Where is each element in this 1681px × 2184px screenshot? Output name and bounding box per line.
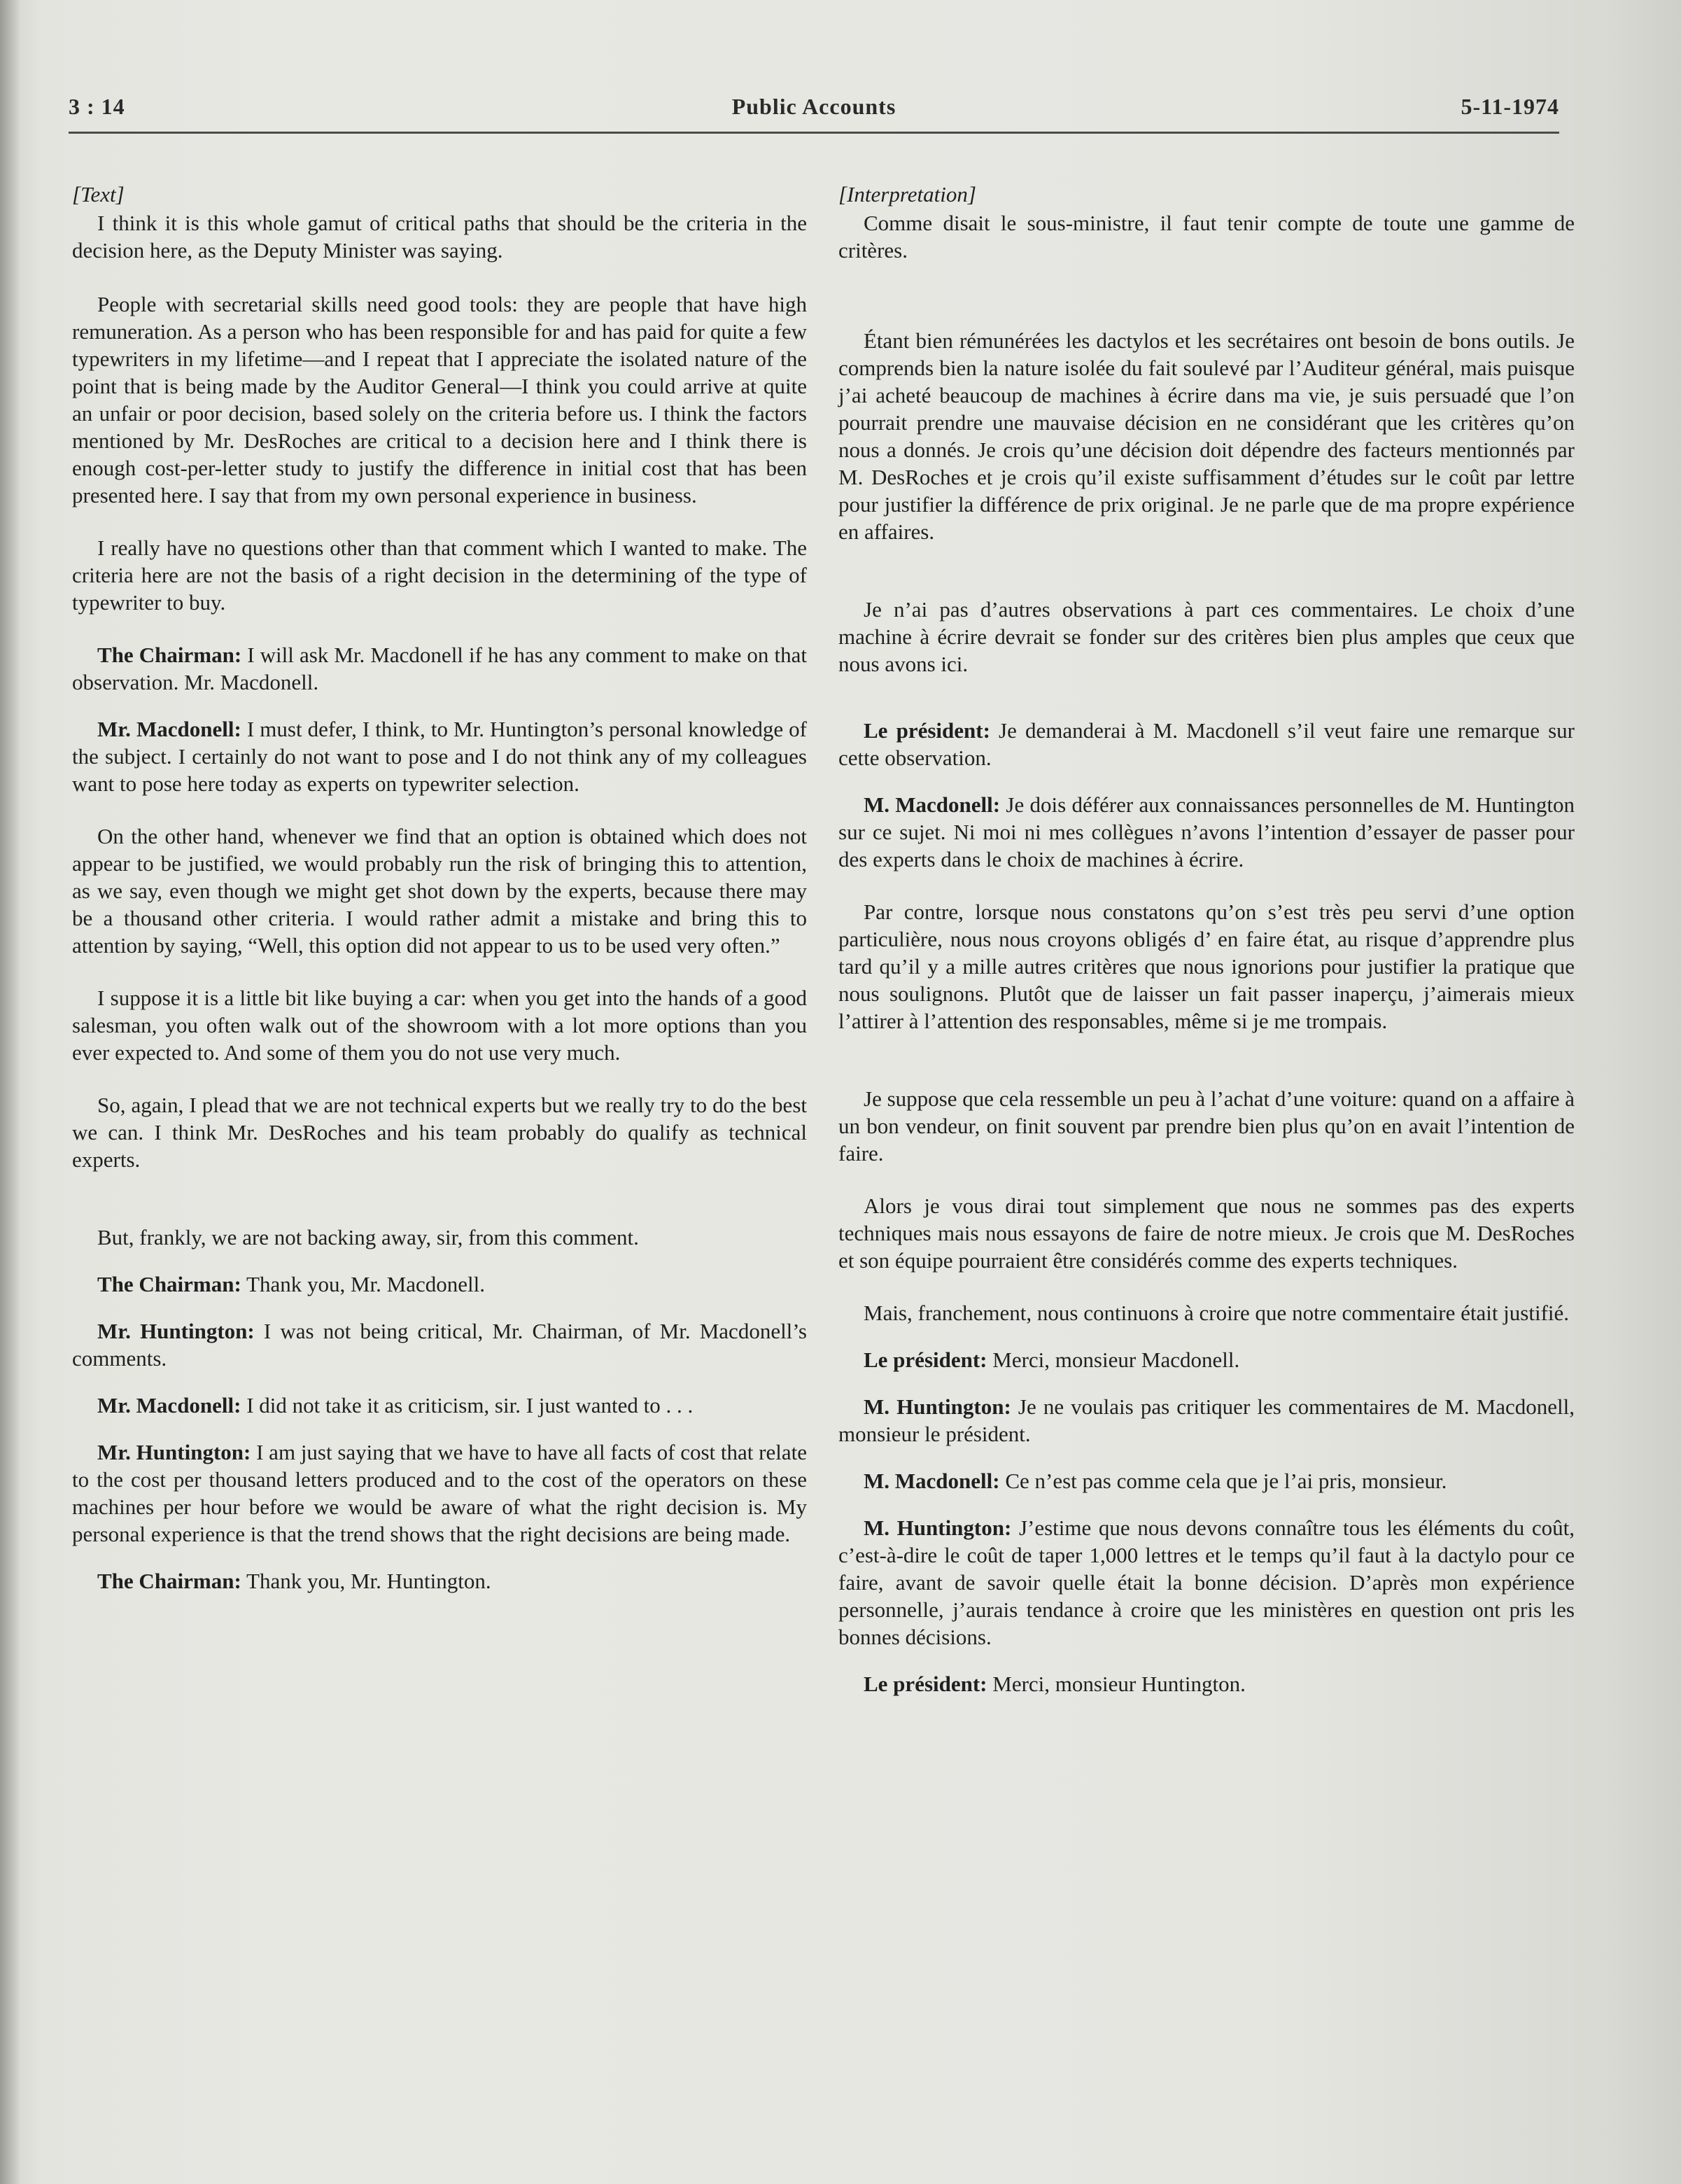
speaker-label: Mr. Huntington: (97, 1440, 251, 1464)
paragraph: Je suppose que cela ressemble un peu à l’achat d’une voiture: quand on a affaire à un bon vendeur, on finit souvent par prendre bien plus qu’on en avait l’intention de faire. (838, 1086, 1575, 1166)
speech-text: I must defer, I think, to Mr. Huntington’s personal knowledge of the subject. I certainly do not want to pose and I do not think any of my colleagues want to pose here today as experts on typewriter selection. (72, 717, 808, 796)
speech-text: Thank you, Mr. Macdonell. (241, 1272, 485, 1296)
speech-text: Ce n’est pas comme cela que je l’ai pris, monsieur. (999, 1469, 1447, 1493)
paragraph: So, again, I plead that we are not technical experts but we really try to do the best we can. I think Mr. DesRoches and his team probably do qualify as technical experts. (72, 1093, 807, 1172)
speaker-label: M. Huntington: (864, 1516, 1012, 1540)
paragraph: Mais, franchement, nous continuons à croire que notre commentaire était justifié. (864, 1301, 1570, 1325)
text-marker: [Text] (72, 182, 125, 206)
speech-text: Je demanderai à M. Macdonell s’il veut faire une remarque sur cette observation. (838, 718, 1575, 770)
paragraph (72, 1567, 807, 1595)
paragraph (72, 1392, 807, 1419)
speech-text: Je dois déférer aux connaissances personnelles de M. Huntington sur ce sujet. Ni moi ni mes collègues n’avons l’intention d’essayer de passer pour des experts dans le choix de machines à écrire. (838, 792, 1575, 872)
paragraph (838, 1670, 1575, 1698)
paragraph: Alors je vous dirai tout simplement que nous ne sommes pas des experts techniques mais nous essayons de faire de notre mieux. Je crois que M. DesRoches et son équipe pourraient être considérés comme des experts techniques. (838, 1194, 1575, 1273)
paragraph (838, 1467, 1575, 1494)
paragraph: Comme disait le sous-ministre, il faut tenir compte de toute une gamme de critères. (838, 211, 1575, 262)
speech-text: J’estime que nous devons connaître tous les éléments du coût, c’est-à-dire le coût de taper 1,000 lettres et le temps qu’il faut à la dactylo pour ce faire, avant de savoir quelle était la bonne décision. D’après mon expérience personnelle, j’aurais tendance à croire que les ministères en question ont pris les bonnes décisions. (838, 1516, 1575, 1649)
speech-text: Thank you, Mr. Huntington. (241, 1569, 491, 1593)
french-column (838, 181, 1575, 1723)
paragraph (838, 717, 1575, 771)
sitting-date: 5-11-1974 (1461, 94, 1559, 119)
speaker-label: Le président: (864, 718, 990, 743)
speaker-label: The Chairman: (97, 1569, 241, 1593)
speech-text: I will ask Mr. Macdonell if he has any comment to make on that observation. Mr. Macdonell. (72, 643, 807, 694)
speaker-label: Le président: (864, 1348, 987, 1372)
paragraph (72, 1438, 807, 1548)
speech-text: Merci, monsieur Macdonell. (987, 1348, 1240, 1372)
paragraph: People with secretarial skills need good tools: they are people that have high remuneration. As a person who has been responsible for and has paid for quite a few typewriters in my lifetime—and I repeat that I appreciate the isolated nature of the point that is being made by the Auditor General—I think you could arrive at quite an unfair or poor decision, based solely on the criteria before us. I think the factors mentioned by Mr. DesRoches are critical to a decision here and I think there is enough cost-per-letter study to justify the difference in initial cost that has been presented here. I say that from my own personal experience in business. (72, 292, 807, 507)
paragraph: Étant bien rémunérées les dactylos et les secrétaires ont besoin de bons outils. Je comprends bien la nature isolée du fait soulevé par l’Auditeur général, mais puisque j’ai acheté beaucoup de machines à écrire dans ma vie, je suis persuadé que l’on pourrait prendre une mauvaise décision en ne considérant que les critères qu’on nous a donnés. Je crois qu’une décision doit dépendre des facteurs mentionnés par M. DesRoches et je crois qu’il existe suffisamment d’études sur le coût par lettre pour justifier la différence de prix original. Je ne parle que de ma propre expérience en affaires. (838, 328, 1575, 544)
paragraph (838, 1393, 1575, 1448)
paragraph (838, 1514, 1575, 1651)
speech-text: Je ne voulais pas critiquer les commentaires de M. Macdonell, monsieur le président. (838, 1394, 1575, 1446)
paragraph (72, 1270, 807, 1298)
paragraph (72, 1317, 807, 1372)
paragraph: I think it is this whole gamut of critical paths that should be the criteria in the decision here, as the Deputy Minister was saying. (72, 211, 807, 262)
speech-text: Merci, monsieur Huntington. (987, 1672, 1246, 1696)
speech-text: I am just saying that we have to have all facts of cost that relate to the cost per thousand letters produced and to the cost of the operators on these machines per hour before we would be aware of what the right decision is. My personal experience is that the trend shows that the right decisions are being made. (72, 1440, 807, 1546)
paragraph (72, 641, 807, 696)
speech-text: I was not being critical, Mr. Chairman, of Mr. Macdonell’s comments. (72, 1319, 807, 1371)
speech-text: I did not take it as criticism, sir. I just wanted to . . . (241, 1393, 694, 1418)
paragraph: Je n’ai pas d’autres observations à part ces commentaires. Le choix d’une machine à écrire devrait se fonder sur des critères bien plus amples que ceux que nous avons ici. (838, 597, 1575, 676)
paragraph (838, 791, 1575, 873)
speaker-label: Mr. Macdonell: (97, 1393, 241, 1418)
binding-edge (0, 0, 20, 2184)
speaker-label: Mr. Macdonell: (97, 717, 241, 741)
paragraph (838, 1346, 1575, 1373)
speaker-label: Mr. Huntington: (97, 1319, 255, 1343)
paragraph: On the other hand, whenever we find that an option is obtained which does not appear to be justified, we would probably run the risk of bringing this to attention, as we say, even though we might get shot down by the experts, because there may be a thousand other criteria. I would rather admit a mistake and bring this to attention by saying, “Well, this option did not appear to us to be used very often.” (72, 824, 807, 958)
interpretation-marker: [Interpretation] (838, 182, 976, 206)
paragraph: I really have no questions other than that comment which I wanted to make. The criteria here are not the basis of a right decision in the determining of the type of typewriter to buy. (72, 536, 807, 615)
english-column (72, 181, 807, 1620)
speaker-label: M. Macdonell: (864, 792, 1001, 817)
speaker-label: The Chairman: (97, 1272, 241, 1296)
speaker-label: Le président: (864, 1672, 987, 1696)
paragraph: I suppose it is a little bit like buying a car: when you get into the hands of a good salesman, you often walk out of the showroom with a lot more options than you ever expected to. And some of them you do not use very much. (72, 986, 807, 1065)
paragraph: Par contre, lorsque nous constatons qu’on s’est très peu servi d’une option particulière, nous nous croyons obligés d’ en faire état, au risque d’apprendre plus tard qu’il y a mille autres critères que nous ignorions pour justifier la pratique que nous soulignons. Plutôt que de laisser un fait passer inaperçu, j’aimerais mieux l’attirer à l’attention des responsables, même si je me trompais. (838, 899, 1575, 1033)
speaker-label: M. Macdonell: (864, 1469, 1000, 1493)
paragraph (72, 715, 807, 797)
running-header (69, 90, 1559, 134)
paragraph: But, frankly, we are not backing away, sir, from this comment. (97, 1225, 639, 1250)
page-number: 3 : 14 (69, 94, 125, 119)
speaker-label: The Chairman: (97, 643, 242, 667)
speaker-label: M. Huntington: (864, 1394, 1011, 1419)
publication-title: Public Accounts (731, 94, 896, 119)
